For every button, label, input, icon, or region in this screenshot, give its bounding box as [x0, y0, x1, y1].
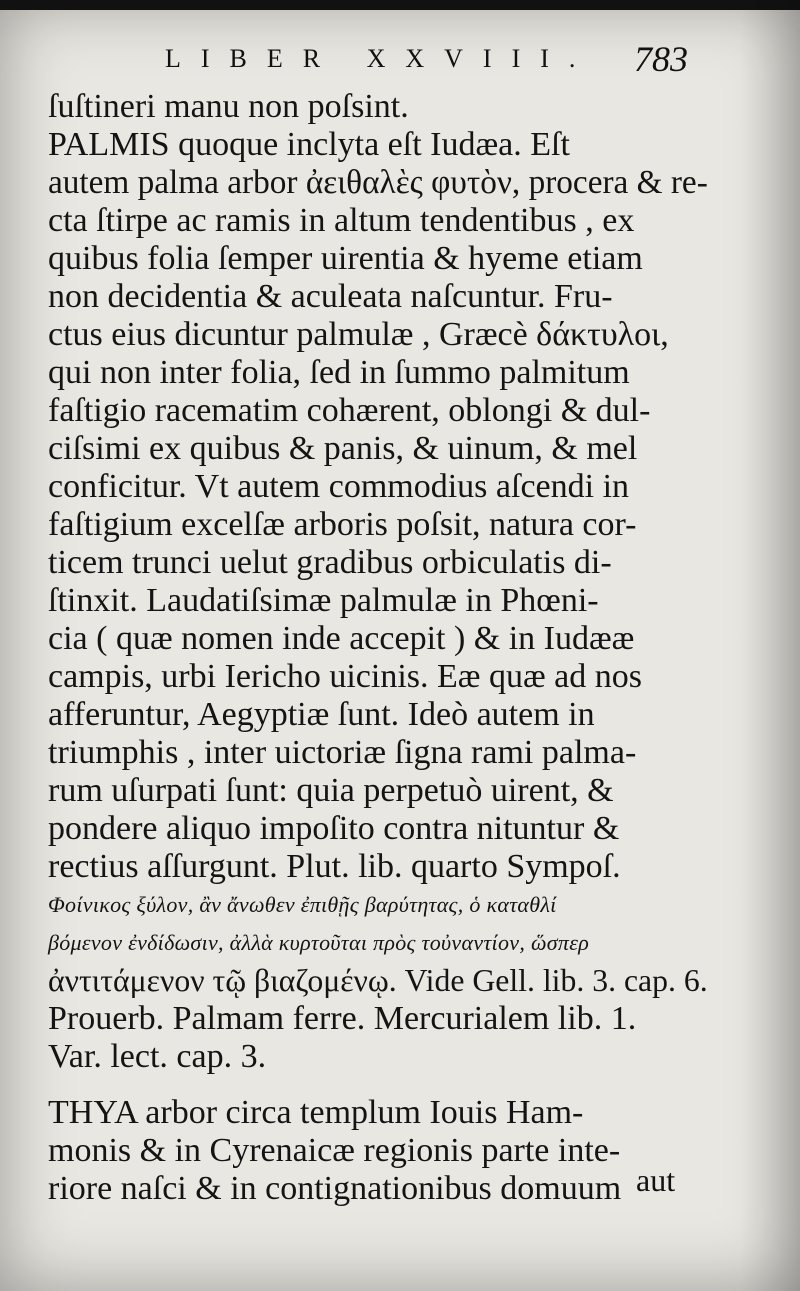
text-line: qui non inter folia, ſed in ſummo palmitum	[48, 354, 630, 391]
text-line: ἀντιτάμενον τῷ βιαζομένῳ. Vide Gell. lib. 3. cap. 6.	[48, 963, 708, 998]
text-line: cta ſtirpe ac ramis in altum tendentibus , ex	[48, 202, 635, 239]
text-line: non decidentia & aculeata naſcuntur. Fru-	[48, 278, 613, 315]
text-line: Var. lect. cap. 3.	[48, 1038, 267, 1075]
text-line: cia ( quæ nomen inde accepit ) & in Iudææ	[48, 620, 635, 657]
text-line: Prouerb. Palmam ferre. Mercurialem lib. 1.	[48, 1000, 637, 1037]
page-number: 783	[634, 39, 688, 79]
text-line: autem palma arbor ἀειθαλὲς φυτὸν, procera & re-	[48, 164, 708, 201]
text-line: riore naſci & in contignationibus domuum	[48, 1170, 622, 1207]
catchword: aut	[636, 1162, 676, 1198]
text-line: faſtigium excelſæ arboris poſsit, natura cor-	[48, 506, 637, 543]
text-line: afferuntur, Aegyptiæ ſunt. Ideò autem in	[48, 696, 595, 733]
text-line: quibus folia ſemper uirentia & hyeme etiam	[48, 240, 643, 277]
paragraph-break	[48, 1076, 708, 1094]
text-line: ſuſtineri manu non poſsint.	[48, 88, 409, 125]
text-line: pondere aliquo impoſito contra nituntur &	[48, 810, 620, 847]
text-line: ciſsimi ex quibus & panis, & uinum, & mel	[48, 430, 638, 467]
text-line: ctus eius dicuntur palmulæ , Græcè δάκτυλοι,	[48, 316, 669, 353]
text-line: ticem trunci uelut gradibus orbiculatis di-	[48, 544, 612, 581]
greek-quotation-line: βόμενον ἐνδίδωσιν, ἀλλὰ κυρτοῦται πρὸς τοὐναντίον, ὥσπερ	[48, 930, 590, 955]
text-line: THYA arbor circa templum Iouis Ham-	[48, 1094, 584, 1131]
text-line: PALMIS quoque inclyta eſt Iudæa. Eſt	[48, 126, 570, 163]
text-line: campis, urbi Iericho uicinis. Eæ quæ ad nos	[48, 658, 642, 695]
text-line: triumphis , inter uictoriæ ſigna rami palma-	[48, 734, 637, 771]
text-block	[48, 88, 708, 1208]
text-line: conficitur. Vt autem commodius aſcendi in	[48, 468, 630, 505]
text-line: ſtinxit. Laudatiſsimæ palmulæ in Phœni-	[48, 582, 599, 619]
scan-top-border	[0, 0, 800, 10]
text-line: monis & in Cyrenaicæ regionis parte inte-	[48, 1132, 621, 1169]
text-line: rectius aſſurgunt. Plut. lib. quarto Sympoſ.	[48, 848, 621, 885]
page-edge-shadow	[740, 0, 800, 1291]
running-head: LIBER XXVIII.	[165, 44, 596, 73]
text-line: faſtigio racematim cohærent, oblongi & dul-	[48, 392, 651, 429]
greek-quotation-line: Φοίνικος ξύλον, ἂν ἄνωθεν ἐπιθῇς βαρύτητας, ὁ καταθλί	[48, 892, 557, 917]
text-line: rum uſurpati ſunt: quia perpetuò uirent, &	[48, 772, 614, 809]
